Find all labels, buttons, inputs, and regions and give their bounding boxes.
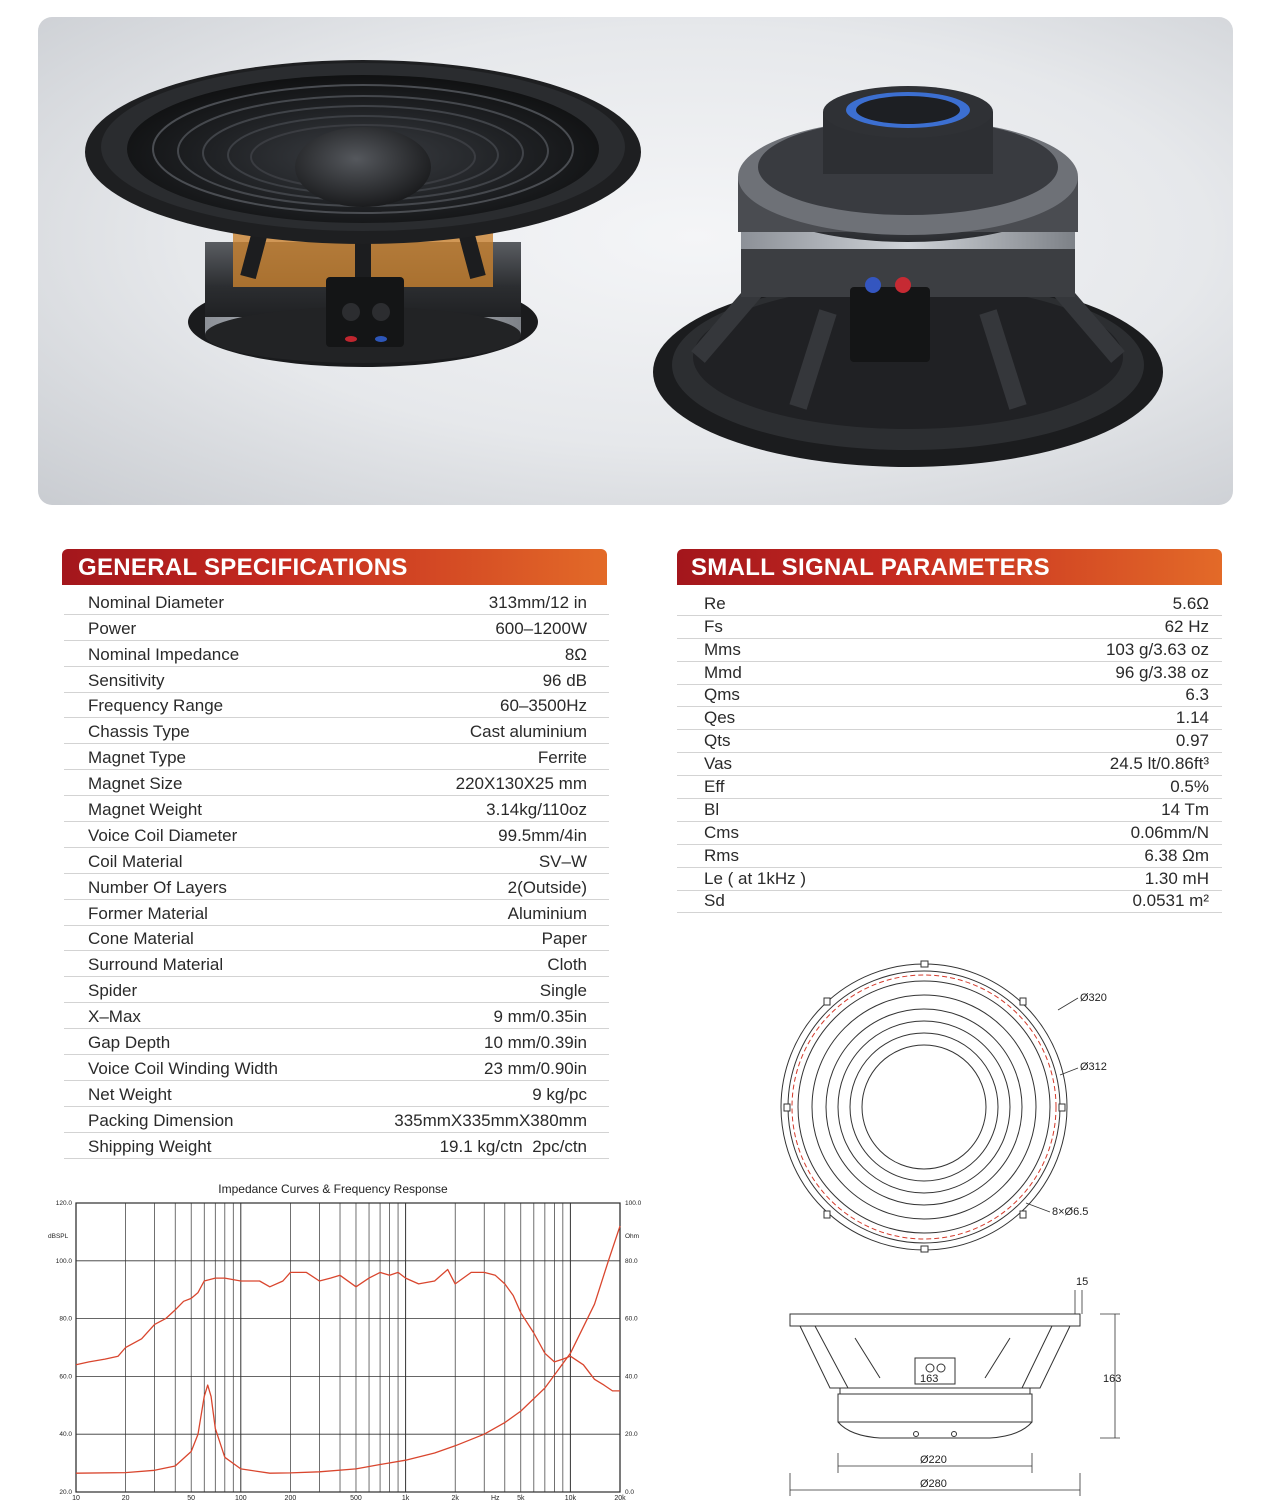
general-spec-label: Spider	[88, 981, 138, 1001]
general-spec-row	[64, 1003, 609, 1029]
signal-param-label: Cms	[704, 822, 739, 842]
general-spec-row	[64, 615, 609, 641]
general-spec-row	[64, 641, 609, 667]
chart-y-left-tick-label: 20.0	[59, 1489, 72, 1496]
general-spec-label: Frequency Range	[88, 696, 224, 716]
general-spec-value: Aluminium	[507, 903, 587, 923]
general-spec-value: Cloth	[547, 955, 587, 975]
signal-param-value: 1.30 mH	[1144, 868, 1209, 888]
signal-param-label: Sd	[704, 891, 725, 911]
general-spec-row	[64, 744, 609, 770]
general-spec-row	[64, 770, 609, 796]
signal-param-label: Eff	[704, 777, 725, 797]
signal-param-label: Qes	[704, 708, 736, 728]
magnet-diameter-label: Ø220	[920, 1454, 947, 1466]
signal-param-value: 0.97	[1175, 731, 1209, 751]
signal-param-label: Mms	[704, 639, 741, 659]
general-spec-label: Coil Material	[88, 851, 183, 871]
signal-param-label: Mmd	[704, 662, 742, 682]
general-spec-value: 9 mm/0.35in	[493, 1007, 587, 1027]
general-spec-row	[64, 589, 609, 615]
general-spec-label: Surround Material	[88, 955, 224, 975]
speaker-rear-photo	[653, 86, 1163, 467]
chart-x-tick-label: 500	[350, 1495, 362, 1500]
impedance-frequency-chart	[38, 1176, 642, 1500]
chart-y-left-tick-label: 100.0	[55, 1257, 72, 1265]
general-spec-value: 313mm/12 in	[488, 592, 587, 612]
general-spec-label: Voice Coil Diameter	[88, 825, 238, 845]
general-spec-value: 2(Outside)	[507, 877, 587, 897]
chart-x-tick-label: Hz	[490, 1495, 500, 1500]
signal-param-row	[677, 868, 1222, 891]
terminal-height-label: 163	[920, 1373, 939, 1385]
general-spec-row	[64, 1055, 609, 1081]
signal-param-value: 24.5 lt/0.86ft³	[1109, 754, 1209, 774]
signal-param-label: Bl	[704, 799, 720, 819]
general-spec-row	[64, 718, 609, 744]
signal-param-row	[677, 730, 1222, 753]
chart-x-tick-label: 5k	[517, 1495, 525, 1500]
chart-y-left-tick-label: 40.0	[59, 1431, 72, 1439]
chart-series	[76, 1226, 620, 1473]
mounting-holes-label: 8×Ø6.5	[1052, 1206, 1089, 1218]
general-spec-label: Nominal Diameter	[88, 592, 225, 612]
general-spec-row	[64, 1081, 609, 1107]
signal-param-row	[677, 662, 1222, 685]
signal-param-row	[677, 799, 1222, 822]
general-spec-row	[64, 977, 609, 1003]
general-spec-value: Cast aluminium	[469, 722, 587, 742]
signal-param-row	[677, 616, 1222, 639]
signal-param-value: 103 g/3.63 oz	[1105, 639, 1209, 659]
general-spec-label: Shipping Weight	[88, 1136, 212, 1156]
chart-y-right-tick-label: 60.0	[625, 1315, 638, 1323]
signal-param-value: 62 Hz	[1164, 616, 1209, 636]
general-spec-row	[64, 693, 609, 719]
chart-frame	[76, 1203, 620, 1492]
general-spec-value: 99.5mm/4in	[498, 825, 587, 845]
general-spec-value: Single	[539, 981, 587, 1001]
general-spec-row	[64, 874, 609, 900]
general-spec-label: Former Material	[88, 903, 208, 923]
general-spec-value: Ferrite	[537, 748, 587, 768]
general-spec-label: Chassis Type	[88, 722, 190, 742]
signal-param-row	[677, 845, 1222, 868]
chart-x-tick-label: 1k	[401, 1495, 410, 1500]
general-spec-row	[64, 1133, 609, 1159]
general-spec-label: Number Of Layers	[88, 877, 227, 897]
flange-thickness-label: 15	[1076, 1276, 1089, 1288]
general-spec-label: Nominal Impedance	[88, 644, 240, 664]
signal-param-label: Re	[704, 593, 726, 613]
chart-y-right-tick-label: 20.0	[625, 1431, 638, 1439]
signal-param-value: 1.14	[1175, 708, 1209, 728]
front-dimension-drawing	[760, 950, 1140, 1255]
signal-param-label: Qts	[704, 731, 731, 751]
general-spec-value: 60–3500Hz	[500, 696, 587, 716]
general-spec-value: 335mmX335mmX380mm	[394, 1110, 587, 1130]
signal-param-row	[677, 891, 1222, 914]
signal-param-value: 0.5%	[1170, 777, 1209, 797]
chart-x-tick-label: 20	[121, 1495, 130, 1500]
general-spec-value: 600–1200W	[495, 618, 587, 638]
chart-x-tick-label: 100	[234, 1495, 247, 1500]
general-spec-row	[64, 1029, 609, 1055]
overall-height-label: 163	[1103, 1373, 1122, 1385]
general-spec-row	[64, 667, 609, 693]
chart-y-left-tick-label: 60.0	[59, 1373, 72, 1381]
general-spec-label: X–Max	[88, 1007, 141, 1027]
chart-x-tick-label: 10k	[564, 1495, 577, 1500]
signal-param-row	[677, 685, 1222, 708]
general-spec-label: Cone Material	[88, 929, 194, 949]
signal-param-value: 6.3	[1185, 685, 1209, 705]
chart-x-tick-label: 200	[284, 1495, 297, 1500]
signal-param-value: 0.06mm/N	[1130, 822, 1209, 842]
general-spec-value: 9 kg/pc	[532, 1084, 587, 1104]
small-signal-parameters-title: SMALL SIGNAL PARAMETERS	[677, 549, 1222, 585]
general-spec-label: Power	[88, 618, 137, 638]
speaker-photos	[38, 17, 1233, 505]
general-spec-value: Paper	[541, 929, 587, 949]
general-spec-row	[64, 900, 609, 926]
signal-param-label: Le ( at 1kHz )	[704, 868, 807, 888]
general-spec-label: Magnet Type	[88, 748, 186, 768]
chart-title: Impedance Curves & Frequency Response	[218, 1182, 448, 1196]
general-spec-label: Packing Dimension	[88, 1110, 234, 1130]
signal-param-row	[677, 776, 1222, 799]
signal-param-value: 0.0531 m²	[1132, 891, 1209, 911]
chart-x-tick-label: 20k	[614, 1495, 626, 1500]
small-signal-parameters-list	[677, 593, 1222, 913]
general-spec-label: Gap Depth	[88, 1033, 171, 1053]
signal-param-row	[677, 822, 1222, 845]
front-diameter-312-label: Ø312	[1080, 1061, 1107, 1073]
general-spec-row	[64, 926, 609, 952]
chart-x-tick-label: 50	[187, 1495, 196, 1500]
general-spec-row	[64, 1107, 609, 1133]
general-spec-label: Magnet Size	[88, 774, 183, 794]
chart-y-right-tick-label: 40.0	[625, 1373, 638, 1381]
general-spec-row	[64, 951, 609, 977]
chart-x-tick-label: 10	[72, 1495, 80, 1500]
general-spec-value: 10 mm/0.39in	[484, 1033, 587, 1053]
signal-param-label: Rms	[704, 845, 739, 865]
signal-param-label: Fs	[704, 616, 723, 636]
chart-x-tick-label: 2k	[451, 1495, 459, 1500]
product-photo-panel	[38, 17, 1233, 505]
general-spec-value: 220X130X25 mm	[455, 774, 587, 794]
signal-param-row	[677, 639, 1222, 662]
signal-param-label: Qms	[704, 685, 740, 705]
chart-grid	[76, 1203, 620, 1492]
chart-y-right-tick-label: 80.0	[625, 1257, 638, 1265]
chart-y-left-tick-label: 80.0	[59, 1315, 72, 1323]
basket-diameter-label: Ø280	[920, 1478, 947, 1490]
general-specifications-title: GENERAL SPECIFICATIONS	[62, 549, 607, 585]
signal-param-value: 6.38 Ωm	[1144, 845, 1209, 865]
general-spec-value: 8Ω	[564, 644, 587, 664]
impedance-curve-line	[76, 1226, 620, 1473]
general-spec-label: Magnet Weight	[88, 800, 203, 820]
general-spec-row	[64, 796, 609, 822]
general-spec-value: 23 mm/0.90in	[484, 1058, 587, 1078]
general-spec-value: SV–W	[538, 851, 587, 871]
general-spec-value: 3.14kg/110oz	[486, 800, 587, 820]
general-spec-row	[64, 822, 609, 848]
speaker-front-photo	[85, 60, 641, 367]
general-spec-value: 96 dB	[542, 670, 587, 690]
general-spec-row	[64, 848, 609, 874]
signal-param-row	[677, 707, 1222, 730]
signal-param-value: 5.6Ω	[1172, 593, 1209, 613]
signal-param-row	[677, 753, 1222, 776]
general-spec-label: Voice Coil Winding Width	[88, 1058, 278, 1078]
chart-y-right-tick-label: 0.0	[625, 1489, 635, 1496]
frequency-response-line	[76, 1270, 620, 1391]
chart-y-left-tick-label: 120.0	[55, 1200, 72, 1207]
signal-param-value: 14 Tm	[1161, 799, 1209, 819]
chart-tick-labels	[56, 1200, 642, 1500]
general-specifications-list	[64, 589, 609, 1159]
front-diameter-320-label: Ø320	[1080, 992, 1107, 1004]
y-axis-left-unit: dBSPL	[48, 1233, 69, 1240]
side-dimension-drawing	[760, 1268, 1140, 1500]
general-spec-label: Sensitivity	[88, 670, 165, 690]
chart-y-right-tick-label: 100.0	[625, 1200, 642, 1207]
signal-param-row	[677, 593, 1222, 616]
y-axis-right-unit: Ohm	[625, 1233, 640, 1240]
signal-param-label: Vas	[704, 754, 733, 774]
general-spec-label: Net Weight	[88, 1084, 172, 1104]
general-spec-value: 19.1 kg/ctn 2pc/ctn	[439, 1136, 587, 1156]
signal-param-value: 96 g/3.38 oz	[1115, 662, 1209, 682]
